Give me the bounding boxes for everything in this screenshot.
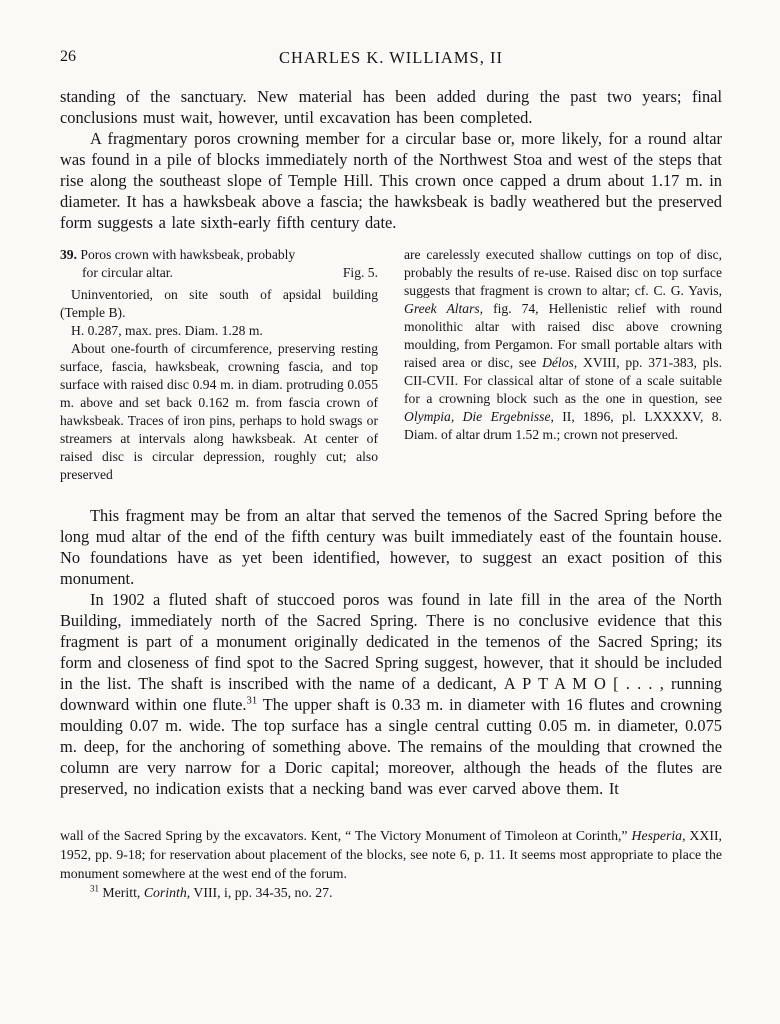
catalog-description: About one-fourth of circumference, preserving resting surface, fascia, hawksbeak, crowning fascia, and top surface with raised disc 0.94 m. in diam. protruding 0.055 m. above and set back 0.162 m. from fascia crown of hawksbeak. Traces of iron pins, perhaps to hold swags or streamers at intervals along hawksbeak. At center of raised disc is circular depression, roughly cut; also preserved <box>60 341 378 482</box>
catalog-heading-line2 <box>60 264 378 282</box>
body-paragraph-3: This fragment may be from an altar that served the temenos of the Sacred Spring before the long mud altar of the end of the fifth century was built immediately east of the fountain house. No foundations have as yet been identified, however, to suggest an exact position of this monument. <box>60 506 722 588</box>
page-number: 26 <box>60 48 76 65</box>
catalog-right-column <box>404 246 722 484</box>
figure-reference: Fig. 5. <box>342 265 378 280</box>
main-text-top <box>60 86 722 233</box>
body-paragraph-2: A fragmentary poros crowning member for a circular base or, more likely, for a round altar was found in a pile of blocks immediately north of the Northwest Stoa and west of the steps that rise along the southeast slope of Temple Hill. This crown once capped a drum about 1.17 m. in diameter. It has a hawksbeak above a fascia; the hawksbeak is badly weathered but the preserved form suggests a late sixth-early fifth century date. <box>60 129 722 232</box>
page-header <box>60 48 722 70</box>
footnote-continuation: wall of the Sacred Spring by the excavators. Kent, “ The Victory Monument of Timoleon at Corinth,” Hesperia, XXII, 1952, pp. 9-18; for reservation about placement of the blocks, see note 6, p. 11. It seems most appropriate to place the monument somewhere at the west end of the forum. <box>60 828 723 881</box>
catalog-heading-line1: 39. Poros crown with hawksbeak, probably <box>60 247 296 262</box>
catalog-heading-continued: for circular altar. <box>82 265 173 280</box>
catalog-dimensions: H. 0.287, max. pres. Diam. 1.28 m. <box>71 323 263 338</box>
body-paragraph-4: In 1902 a fluted shaft of stuccoed poros was found in late fill in the area of the North Building, immediately north of the Sacred Spring. There is no conclusive evidence that this fragment is part of a monument originally dedicated in the temenos of the Sacred Spring; its form and closeness of find spot to the Sacred Spring suggest, however, that it should be included in the list. The shaft is inscribed with the name of a dedicant, Α Ρ Τ Α Μ Ο [ . . . , running downward within one flute.$^{31}$ The upper shaft is 0.33 m. in diameter with 16 flutes and crowning moulding 0.07 m. wide. The top surface has a single central cutting 0.05 m. in diameter, 0.075 m. deep, for the anchoring of something above. The remains of the moulding that crowned the column are very narrow for a Doric capital; moreover, although the heads of the flutes are preserved, no indication exists that a necking band was ever carved above them. It <box>60 590 723 798</box>
main-text-bottom <box>60 505 722 799</box>
footnote-31: $^{31}$ Meritt, Corinth, VIII, i, pp. 34-35, no. 27. <box>90 883 333 900</box>
catalog-entry-39 <box>60 246 722 484</box>
footnotes <box>60 826 722 902</box>
catalog-left-column <box>60 246 378 484</box>
catalog-provenance: Uninventoried, on site south of apsidal building (Temple B). <box>60 287 378 320</box>
catalog-heading <box>60 246 378 282</box>
body-paragraph-1: standing of the sanctuary. New material has been added during the past two years; final conclusions must wait, however, until excavation has been completed. <box>60 87 722 127</box>
running-head: CHARLES K. WILLIAMS, II <box>279 48 503 67</box>
catalog-commentary: are carelessly executed shallow cuttings on top of disc, probably the results of re-use. Raised disc on top surface suggests that fragment is crown to altar; cf. C. G. Yavis, Greek Altars, fig. 74, Hellenistic relief with round monolithic altar with raised disc above crowning moulding, from Pergamon. For small portable altars with raised area or disc, see Délos, XVIII, pp. 371-383, pls. CII-CVII. For classical altar of stone of a scale suitable for a crowning block such as the one in question, see Olympia, Die Ergebnisse, II, 1896, pl. LXXXXV, 8. Diam. of altar drum 1.52 m.; crown not preserved. <box>404 247 722 442</box>
